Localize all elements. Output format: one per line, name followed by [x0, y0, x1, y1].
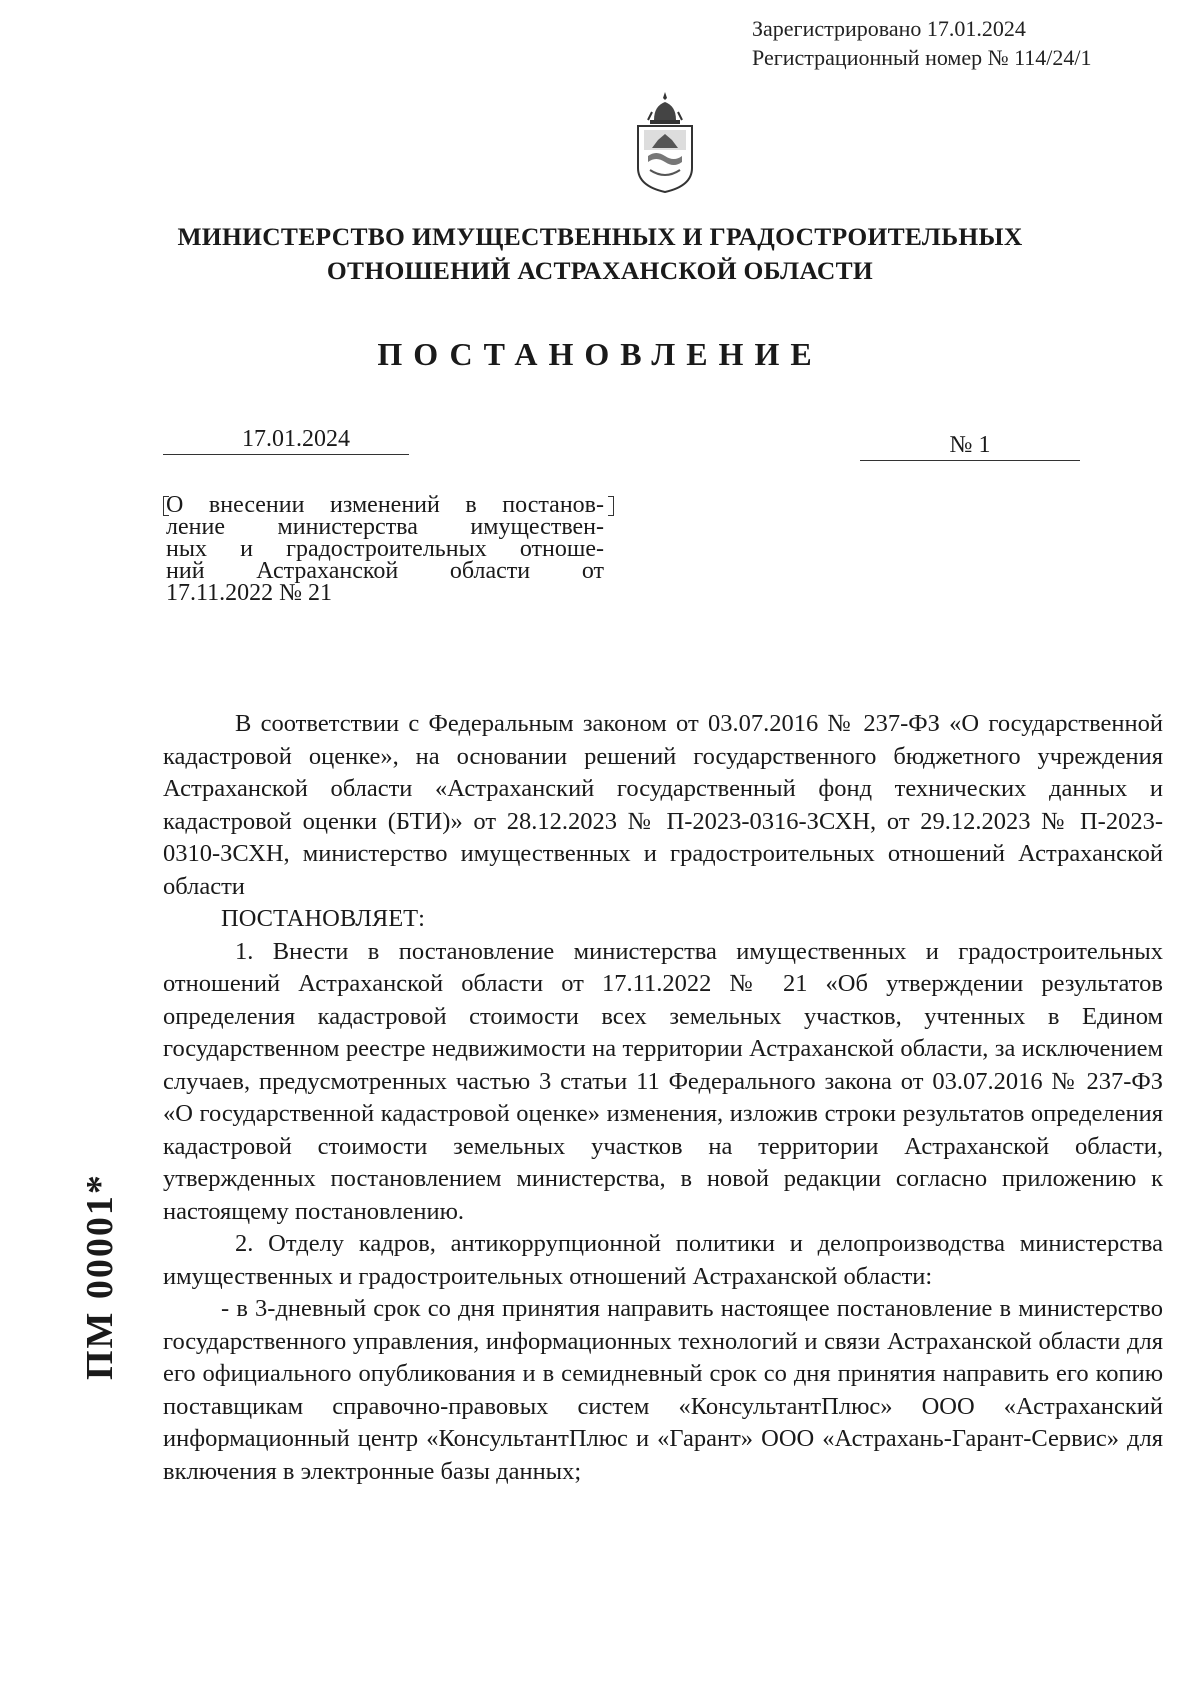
coat-of-arms-icon — [630, 90, 700, 194]
subject-line: ление министерства имуществен- — [166, 514, 604, 540]
subject-line-text: О внесении изменений в постанов- — [166, 492, 604, 518]
ministry-line-2: ОТНОШЕНИЙ АСТРАХАНСКОЙ ОБЛАСТИ — [326, 256, 874, 285]
document-number: № 1 — [860, 430, 1080, 461]
document-date: 17.01.2024 — [163, 424, 409, 455]
subject-bracket-right — [608, 496, 614, 516]
subject-line: ний Астраханской области от — [166, 558, 604, 584]
item-2-dash-paragraph: - в 3-дневный срок со дня принятия направить настоящее постановление в министерство государственного управления, информационных технологий и связи Астраханской области для его официального опубликования и в семидневный срок со дня принятия направить его копию поставщикам справочно-правовых систем «КонсультантПлюс» ООО «Астраханский информационный центр «КонсультантПлюс и «Гарант» ООО «Астрахань-Гарант-Сервис» для включения в электронные базы данных; — [163, 1295, 1163, 1485]
ministry-line-1: МИНИСТЕРСТВО ИМУЩЕСТВЕННЫХ И ГРАДОСТРОИТЕЛЬНЫХ — [177, 222, 1023, 251]
document-type: ПОСТАНОВЛЕНИЕ — [377, 336, 823, 372]
document-body — [163, 708, 1163, 1488]
document-subject — [166, 494, 604, 604]
ministry-name — [150, 220, 1050, 288]
subject-line: ных и градостроительных отноше- — [166, 536, 604, 562]
item-2-paragraph: 2. Отделу кадров, антикоррупционной политики и делопроизводства министерства имущественных и градостроительных отношений Астраханской области: — [163, 1230, 1163, 1290]
item-1-paragraph: 1. Внести в постановление министерства имущественных и градостроительных отношений Астраханской области от 17.11.2022 № 21 «Об утверждении результатов определения кадастровой стоимости всех земельных участков, учтенных в Едином государственном реестре недвижимости на территории Астраханской области, за исключением случаев, предусмотренных частью 3 статьи 11 Федерального закона от 03.07.2016 № 237-ФЗ «О государственной кадастровой оценке» изменения, изложив строки результатов определения кадастровой стоимости земельных участков на территории Астраханской области, утвержденных постановлением министерства, в новой редакции согласно приложению к настоящему постановлению. — [163, 937, 1163, 1225]
side-stamp: ПМ 00001* — [79, 1173, 121, 1380]
subject-line: 17.11.2022 № 21 — [166, 580, 333, 606]
registration-date: Зарегистрировано 17.01.2024 — [752, 16, 1026, 41]
preamble-paragraph: В соответствии с Федеральным законом от 03.07.2016 № 237-ФЗ «О государственной кадастровой оценке», на основании решений государственного бюджетного учреждения Астраханской области «Астраханский государственный фонд технических данных и кадастровой оценки (БТИ)» от 28.12.2023 № П-2023-0316-ЗСХН, от 29.12.2023 № П-2023-0310-ЗСХН, министерство имущественных и градостроительных отношений Астраханской области — [163, 710, 1163, 900]
registration-stamp — [752, 14, 1092, 72]
registration-number: Регистрационный номер № 114/24/1 — [752, 45, 1092, 70]
subject-line — [166, 494, 604, 516]
decree-heading: ПОСТАНОВЛЯЕТ: — [221, 905, 425, 932]
